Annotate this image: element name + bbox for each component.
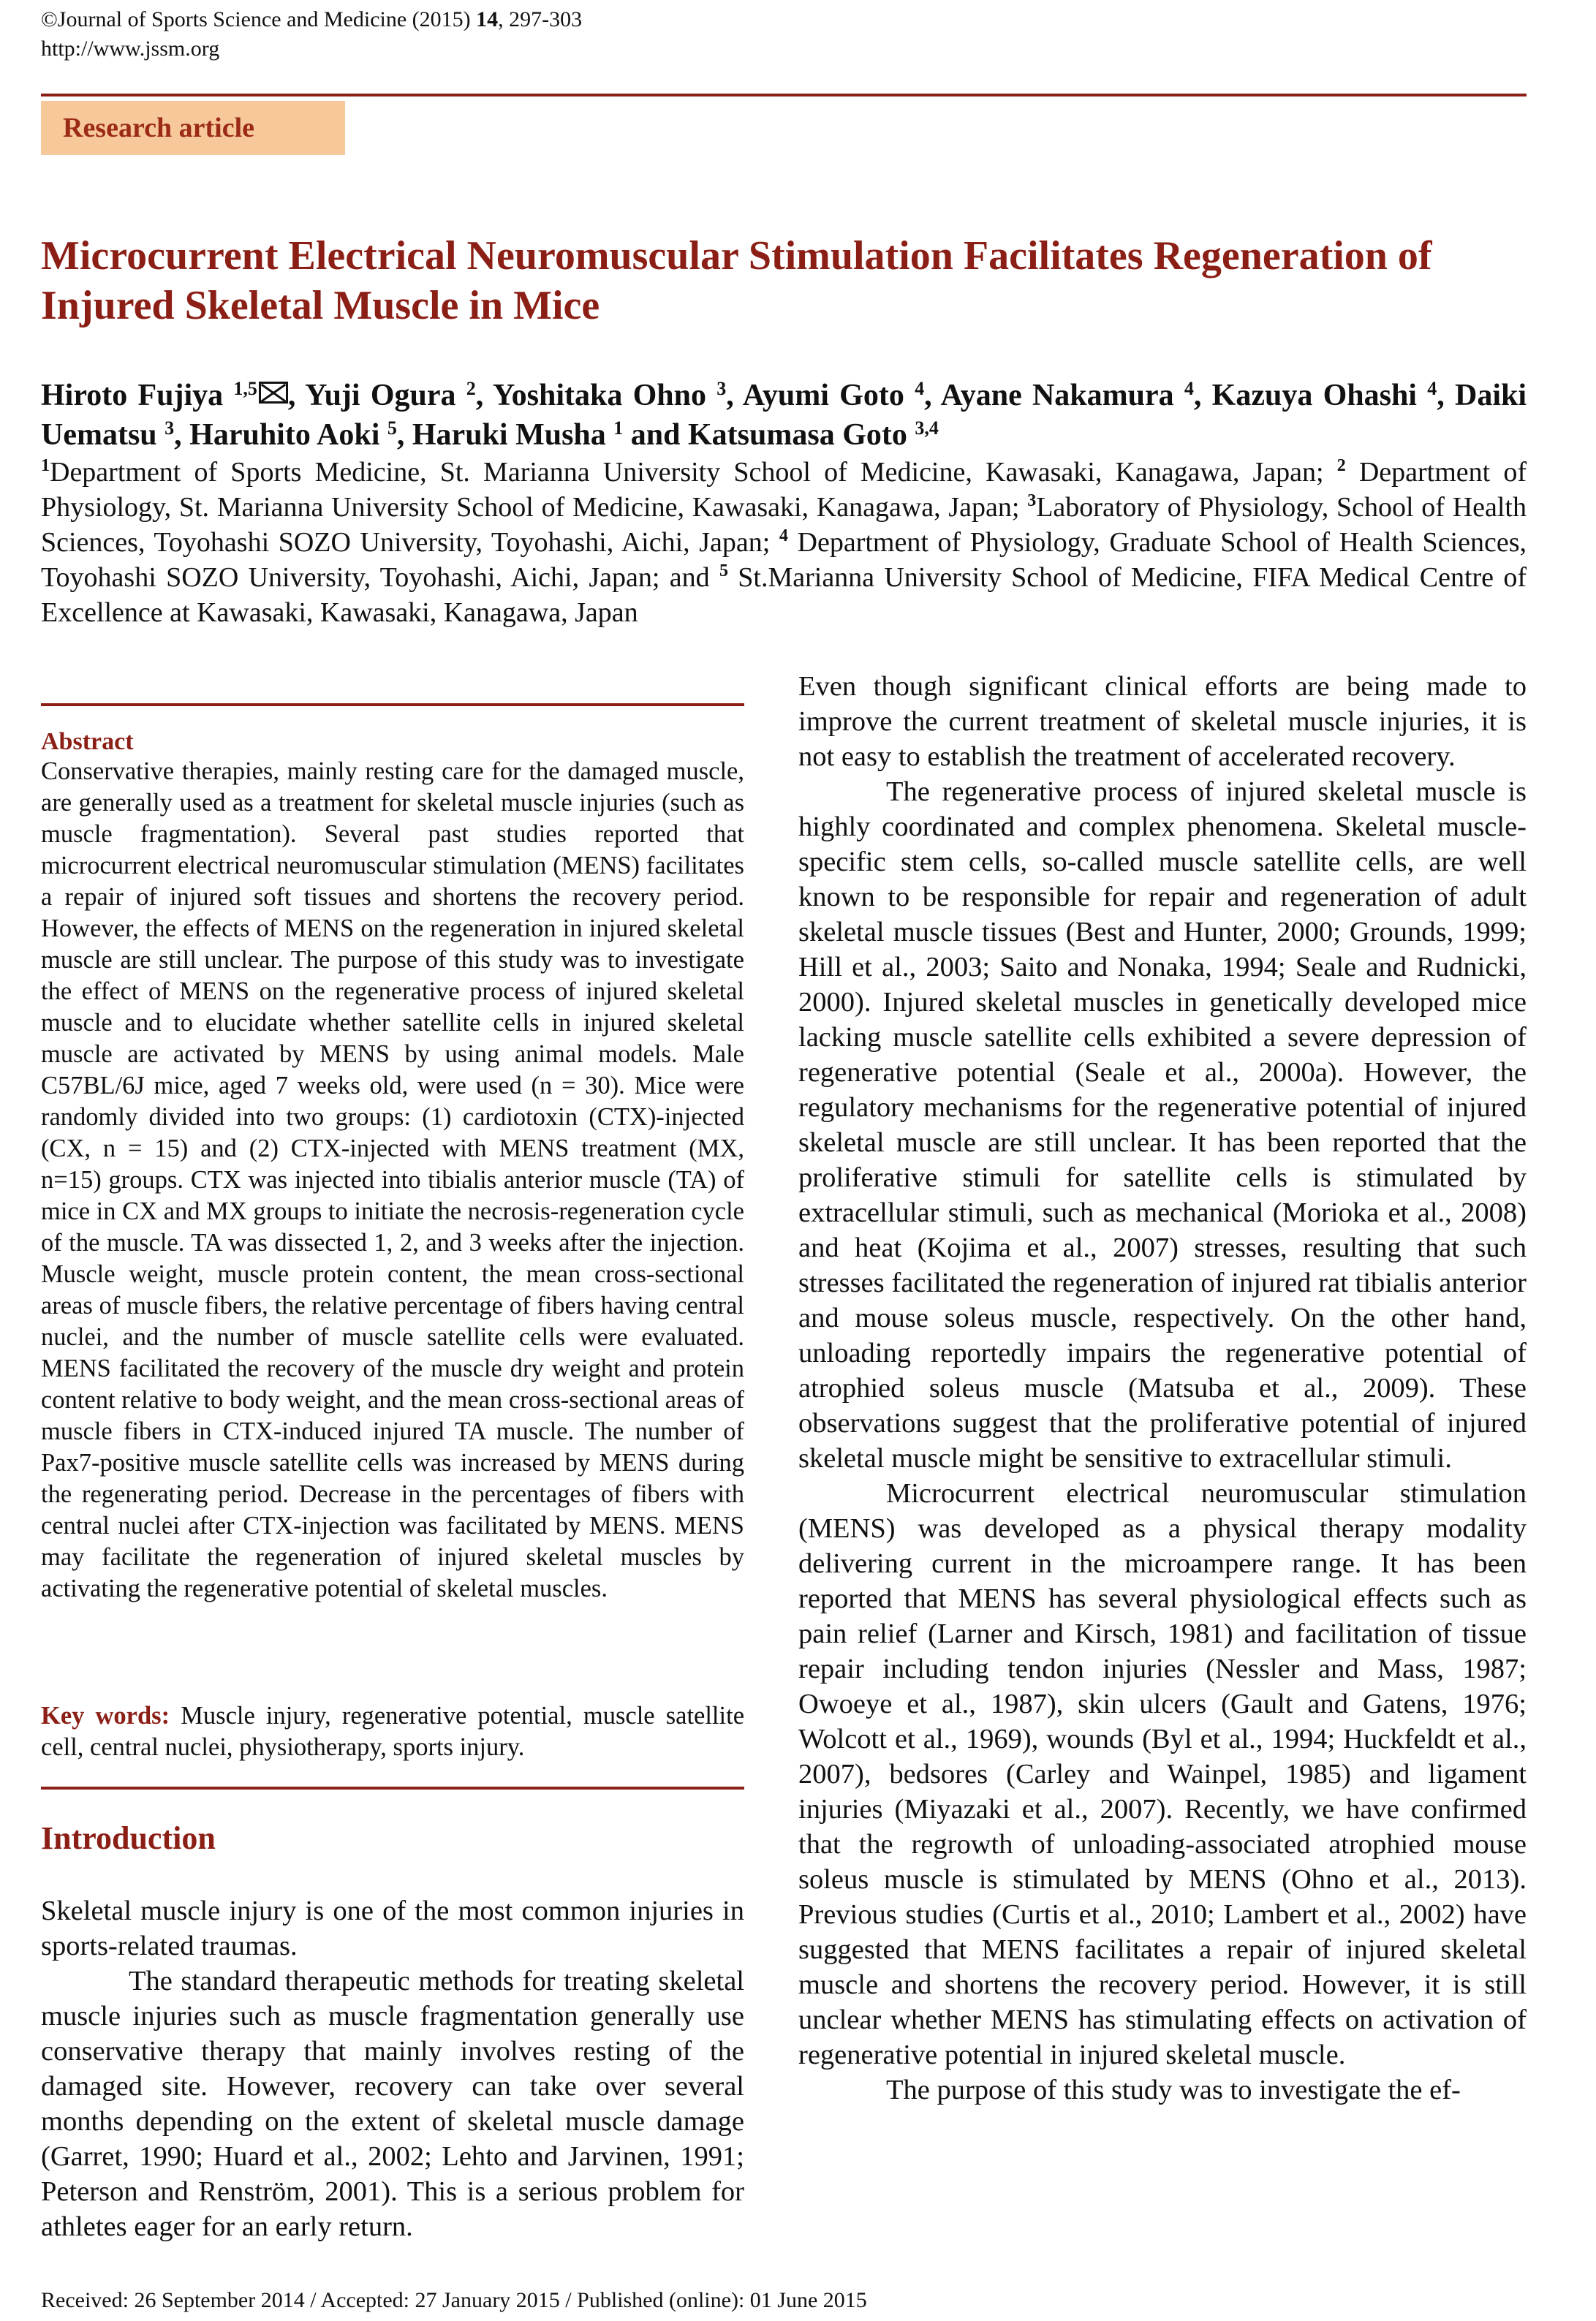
author-list: Hiroto Fujiya $^{1,5}$ , Yuji Ogura $^2$, Yoshitaka Ohno $^3$, Ayumi Goto $^4$, Ayane Nakamura $^4$, Kazuya Ohashi $^4$, Daiki Uematsu $^3$, Haruhito Aoki $^5$, Haruki Musha $^1$ and Katsumasa Goto $^{3,4}$: [41, 378, 1527, 452]
author-name: Haruki Musha: [412, 418, 606, 452]
journal-prefix: ©Journal of Sports Science and Medicine (2015): [41, 7, 477, 31]
paragraph: Skeletal muscle injury is one of the most common injuries in sports-related traumas.: [41, 1896, 744, 1961]
keywords-label: Key words:: [41, 1702, 170, 1730]
author-name: Ayane Nakamura: [940, 379, 1174, 412]
email-icon[interactable]: [259, 382, 288, 404]
journal-volume: 14: [476, 7, 499, 31]
author-affil-sup: 4: [1427, 378, 1437, 399]
abstract-text: Conservative therapies, mainly resting care for the damaged muscle, are generally used as a treatment for skeletal muscle injuries (such as muscle fragmentation). Several past studies reported that microcurrent electrical neuromuscular stimulation (MENS) facilitates a repair of injured soft tissues and shortens the recovery period. However, the effects of MENS on the regeneration in injured skeletal muscle are still unclear. The purpose of this study was to investigate the effect of MENS on the regenerative process of injured skeletal muscle and to elucidate whether satellite cells in injured skeletal muscle are activated by MENS by using animal models. Male C57BL/6J mice, aged 7 weeks old, were used (n = 30). Mice were randomly divided into two groups: (1) cardiotoxin (CTX)-injected (CX, n = 15) and (2) CTX-injected with MENS treatment (MX, n=15) groups. CTX was injected into tibialis anterior muscle (TA) of mice in CX and MX groups to initiate the necrosis-regeneration cycle of the muscle. TA was dissected 1, 2, and 3 weeks after the injection. Muscle weight, muscle protein content, the mean cross-sectional areas of muscle fibers, the relative percentage of fibers having central nuclei, and the number of muscle satellite cells were evaluated. MENS facilitated the recovery of the muscle dry weight and protein content relative to body weight, and the mean cross-sectional areas of muscle fibers in CTX-induced injured TA muscle. The number of Pax7-positive muscle satellite cells was increased by MENS during the regenerating period. Decrease in the percentages of fibers with central nuclei after CTX-injection was facilitated by MENS. MENS may facilitate the regeneration of injured skeletal muscles by activating the regenerative potential of skeletal muscles.: [41, 757, 744, 1602]
affil-text: Department of Sports Medicine, St. Marianna University School of Medicine, Kawasaki, Kanagawa, Japan;: [50, 457, 1337, 488]
affil-sup: 1: [41, 456, 50, 475]
abstract-top-rule: [41, 703, 744, 706]
affiliations: [41, 455, 1527, 630]
paragraph: The regenerative process of injured skeletal muscle is highly coordinated and complex phenomena. Skeletal muscle-specific stem cells, so-called muscle satellite cells, are well known to be responsible for repair and regeneration of adult skeletal muscle tissues (Best and Hunter, 2000; Grounds, 1999; Hill et al., 2003; Saito and Nonaka, 1994; Seale and Rudnicki, 2000). Injured skeletal muscles in genetically developed mice lacking muscle satellite cells exhibited a severe depression of regenerative potential (Seale et al., 2000a). However, the regulatory mechanisms for the regenerative potential of injured skeletal muscle are still unclear. It has been reported that the proliferative stimuli for satellite cells is stimulated by extracellular stimuli, such as mechanical (Morioka et al., 2008) and heat (Kojima et al., 2007) stresses, resulting that such stresses facilitated the regeneration of injured rat tibialis anterior and mouse soleus muscle, respectively. On the other hand, unloading reportedly impairs the regenerative potential of atrophied soleus muscle (Matsuba et al., 2009). These observations suggest that the proliferative potential of injured skeletal muscle might be sensitive to extracellular stimuli.: [798, 776, 1527, 1474]
author-affil-sup: 1,5: [233, 378, 257, 399]
keywords: [41, 1700, 744, 1763]
paragraph: The purpose of this study was to investigate the ef-: [886, 2075, 1461, 2105]
paragraph: The standard therapeutic methods for treating skeletal muscle injuries such as muscle fragmentation generally use conservative therapy that mainly involves resting of the damaged site. However, recovery can take over several months depending on the extent of skeletal muscle damage (Garret, 1990; Huard et al., 2002; Lehto and Jarvinen, 1991; Peterson and Renström, 2001). This is a serious problem for athletes eager for an early return.: [41, 1966, 744, 2242]
affil-text: Department of Physiology, Graduate School of Health Sciences, Toyohashi SOZO University, Toyohashi, Aichi, Japan; and: [41, 527, 1527, 593]
author-affil-sup: 3: [164, 417, 175, 439]
author-name: Kazuya Ohashi: [1211, 379, 1417, 412]
journal-url[interactable]: http://www.jssm.org: [41, 37, 220, 61]
abstract-heading: Abstract: [41, 728, 134, 755]
affil-sup: 3: [1027, 491, 1037, 510]
affil-text: Department of Physiology, St. Marianna University School of Medicine, Kawasaki, Kanagawa, Japan;: [41, 457, 1527, 523]
header-rule: [41, 94, 1527, 96]
affil-text: St.Marianna University School of Medicine, FIFA Medical Centre of Excellence at Kawasaki, Kawasaki, Kanagawa, Japan: [41, 562, 1527, 628]
paragraph: Microcurrent electrical neuromuscular stimulation (MENS) was developed as a physical therapy modality delivering current in the microampere range. It has been reported that MENS has several physiological effects such as pain relief (Larner and Kirsch, 1981) and facilitation of tissue repair including tendon injuries (Nessler and Mass, 1987; Owoeye et al., 1987), skin ulcers (Gault and Gatens, 1976; Wolcott et al., 1969), wounds (Byl et al., 1994; Huckfeldt et al., 2007), bedsores (Carley and Wainpel, 1985) and ligament injuries (Miyazaki et al., 2007). Recently, we have confirmed that the regrowth of unloading-associated atrophied mouse soleus muscle is stimulated by MENS (Ohno et al., 2013). Previous studies (Curtis et al., 2010; Lambert et al., 2002) have suggested that MENS facilitates a repair of injured skeletal muscle and shortens the recovery period. However, it is still unclear whether MENS has stimulating effects on activation of regenerative potential in injured skeletal muscle.: [798, 1478, 1527, 2070]
affil-sup: 4: [779, 526, 788, 545]
author-name: Hiroto Fujiya: [41, 379, 224, 412]
author-name: Ayumi Goto: [742, 379, 904, 412]
author-affil-sup: 3: [716, 378, 727, 399]
author-name: Daiki Uematsu: [41, 379, 1527, 452]
introduction-heading: Introduction: [41, 1820, 216, 1856]
keywords-text: Muscle injury, regenerative potential, muscle satellite cell, central nuclei, physiotherapy, sports injury.: [41, 1702, 745, 1761]
article-title: Microcurrent Electrical Neuromuscular Stimulation Facilitates Regeneration of Injured Skeletal Muscle in Mice: [41, 233, 1432, 328]
journal-citation: [41, 6, 582, 34]
article-type-badge: Research article: [41, 101, 345, 155]
author-name: Yoshitaka Ohno: [492, 379, 706, 412]
author-affil-sup: 2: [466, 378, 476, 399]
introduction-right-column: [798, 669, 1527, 2108]
publication-dates: Received: 26 September 2014 / Accepted: 27 January 2015 / Published (online): 01 June 2015: [41, 2288, 867, 2312]
introduction-left-column: [41, 1893, 744, 2244]
author-name: Yuji Ogura: [305, 379, 456, 412]
affil-sup: 2: [1336, 456, 1346, 475]
affil-sup: 5: [719, 561, 728, 580]
author-name: Haruhito Aoki: [189, 418, 380, 452]
author-affil-sup: 5: [387, 417, 397, 439]
author-affil-sup: 1: [613, 417, 624, 439]
author-affil-sup: 4: [915, 378, 925, 399]
paragraph: Even though significant clinical efforts are being made to improve the current treatment of skeletal muscle injuries, it is not easy to establish the treatment of accelerated recovery.: [798, 671, 1527, 772]
journal-pages: , 297-303: [498, 7, 583, 31]
author-affil-sup: 4: [1184, 378, 1194, 399]
author-name: Katsumasa Goto: [688, 418, 907, 452]
author-affil-sup: 3,4: [915, 417, 939, 439]
affil-text: Laboratory of Physiology, School of Health Sciences, Toyohashi SOZO University, Toyohashi, Aichi, Japan;: [41, 492, 1527, 558]
author-and: and: [630, 418, 681, 452]
keywords-bottom-rule: [41, 1787, 744, 1790]
